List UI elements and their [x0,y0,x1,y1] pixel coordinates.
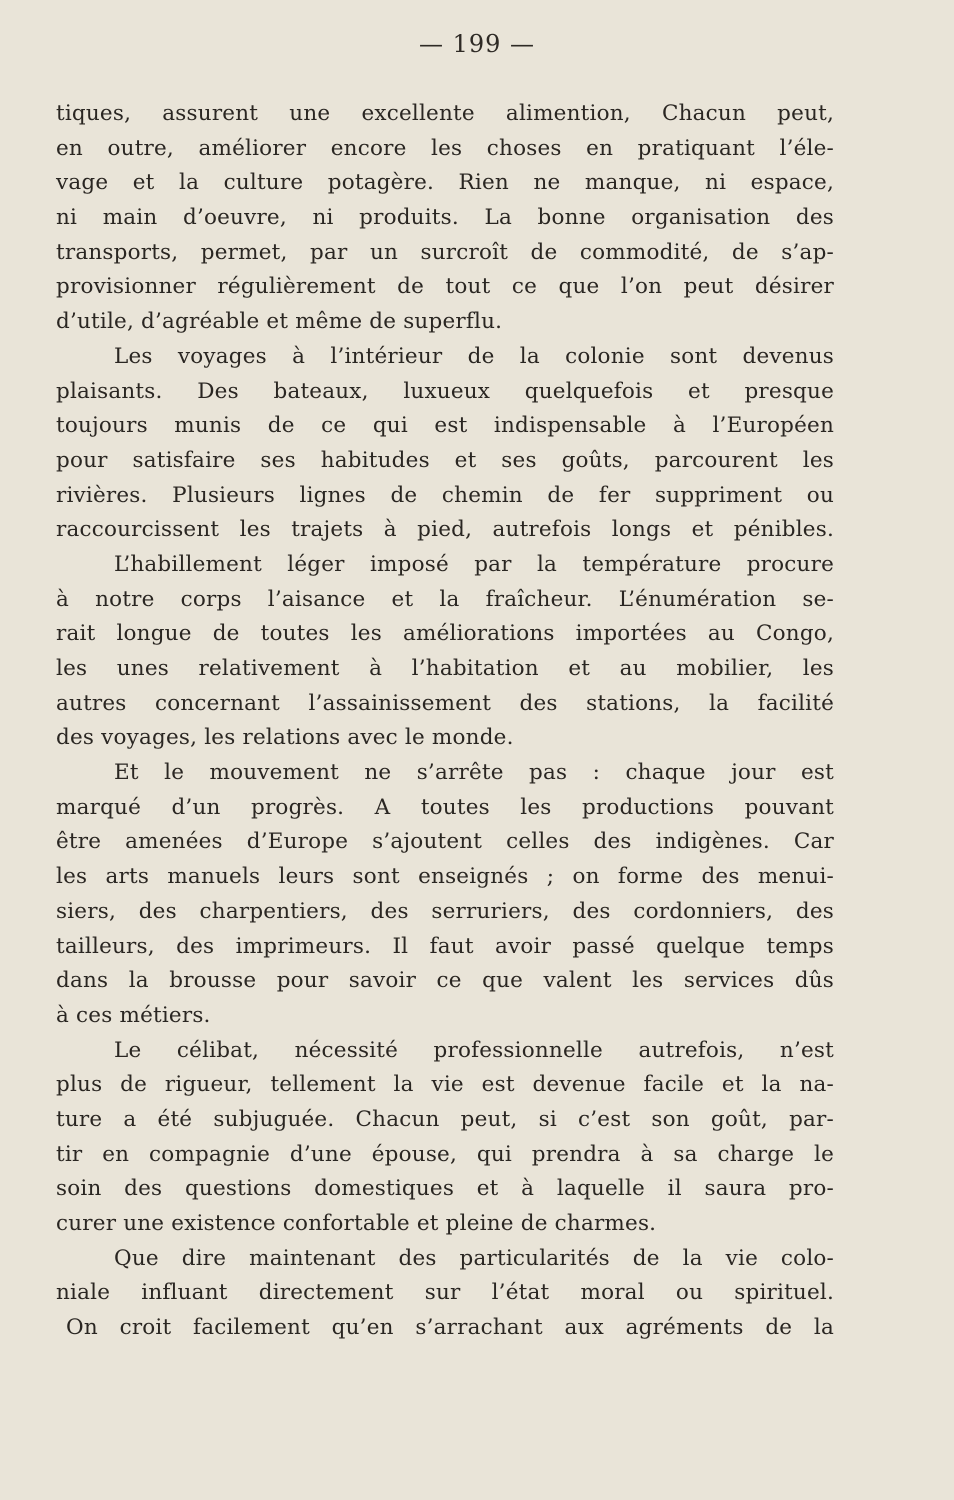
page-number: — 199 — [418,30,536,58]
text-line: d’utile, d’agréable et même de superflu. [56,309,503,335]
text-line: être amenées d’Europe s’ajoutent celles des indigènes. Car [56,829,834,855]
text-line: marqué d’un progrès. A toutes les productions pouvant [56,794,834,820]
text-line: les unes relativement à l’habitation et au mobilier, les [56,656,834,681]
text-line: On croit facilement qu’en s’arrachant aux agréments de la [66,1315,834,1341]
text-line: curer une existence confortable et pleine de charmes. [56,1211,657,1236]
paragraph [56,97,834,340]
text-line: en outre, améliorer encore les choses en pratiquant l’éle- [56,135,834,161]
text-line: rait longue de toutes les améliorations importées au Congo, [56,621,834,647]
text-line: plaisants. Des bateaux, luxueux quelquefois et presque [56,378,834,404]
paragraph [56,548,834,756]
text-line: L’habillement léger imposé par la température procure [114,551,834,577]
text-line: des voyages, les relations avec le monde. [56,725,514,751]
text-line: les arts manuels leurs sont enseignés ; on forme des menui- [56,864,834,890]
text-line: tir en compagnie d’une épouse, qui prendra à sa charge le [56,1141,834,1167]
text-line: Les voyages à l’intérieur de la colonie sont devenus [114,343,834,369]
paragraph [56,340,834,548]
text-line: transports, permet, par un surcroît de commodité, de s’ap- [56,239,834,265]
text-line: niale influant directement sur l’état moral ou spirituel. [56,1280,834,1306]
text-line: provisionner régulièrement de tout ce que l’on peut désirer [56,274,834,300]
text-line: autres concernant l’assainissement des stations, la facilité [56,690,834,716]
text-line: tiques, assurent une excellente alimention, Chacun peut, [56,101,834,126]
paragraph [56,756,834,1034]
text-line: Que dire maintenant des particularités de la vie colo- [114,1245,834,1271]
text-line: à ces métiers. [56,1002,211,1028]
text-line: raccourcissent les trajets à pied, autrefois longs et pénibles. [56,517,834,543]
text-line: ture a été subjuguée. Chacun peut, si c’est son goût, par- [56,1106,834,1132]
text-line: soin des questions domestiques et à laquelle il saura pro- [56,1176,834,1202]
text-line: pour satisfaire ses habitudes et ses goûts, parcourent les [56,447,834,473]
text-line: Le célibat, nécessité professionnelle autrefois, n’est [114,1037,834,1063]
text-line: siers, des charpentiers, des serruriers, des cordonniers, des [56,898,834,924]
text-line: à notre corps l’aisance et la fraîcheur. L’énumération se- [56,586,834,612]
text-line: tailleurs, des imprimeurs. Il faut avoir passé quelque temps [56,933,834,959]
body-text [56,97,834,1346]
text-line: dans la brousse pour savoir ce que valent les services dûs [56,968,834,994]
text-line: toujours munis de ce qui est indispensable à l’Européen [56,413,834,439]
paragraph [56,1242,834,1346]
text-line: vage et la culture potagère. Rien ne manque, ni espace, [56,170,834,196]
text-line: rivières. Plusieurs lignes de chemin de fer suppriment ou [56,482,834,508]
paragraph [56,1034,834,1242]
text-line: plus de rigueur, tellement la vie est devenue facile et la na- [56,1072,834,1098]
text-line: Et le mouvement ne s’arrête pas : chaque jour est [114,760,834,786]
text-line: ni main d’oeuvre, ni produits. La bonne organisation des [56,205,834,231]
